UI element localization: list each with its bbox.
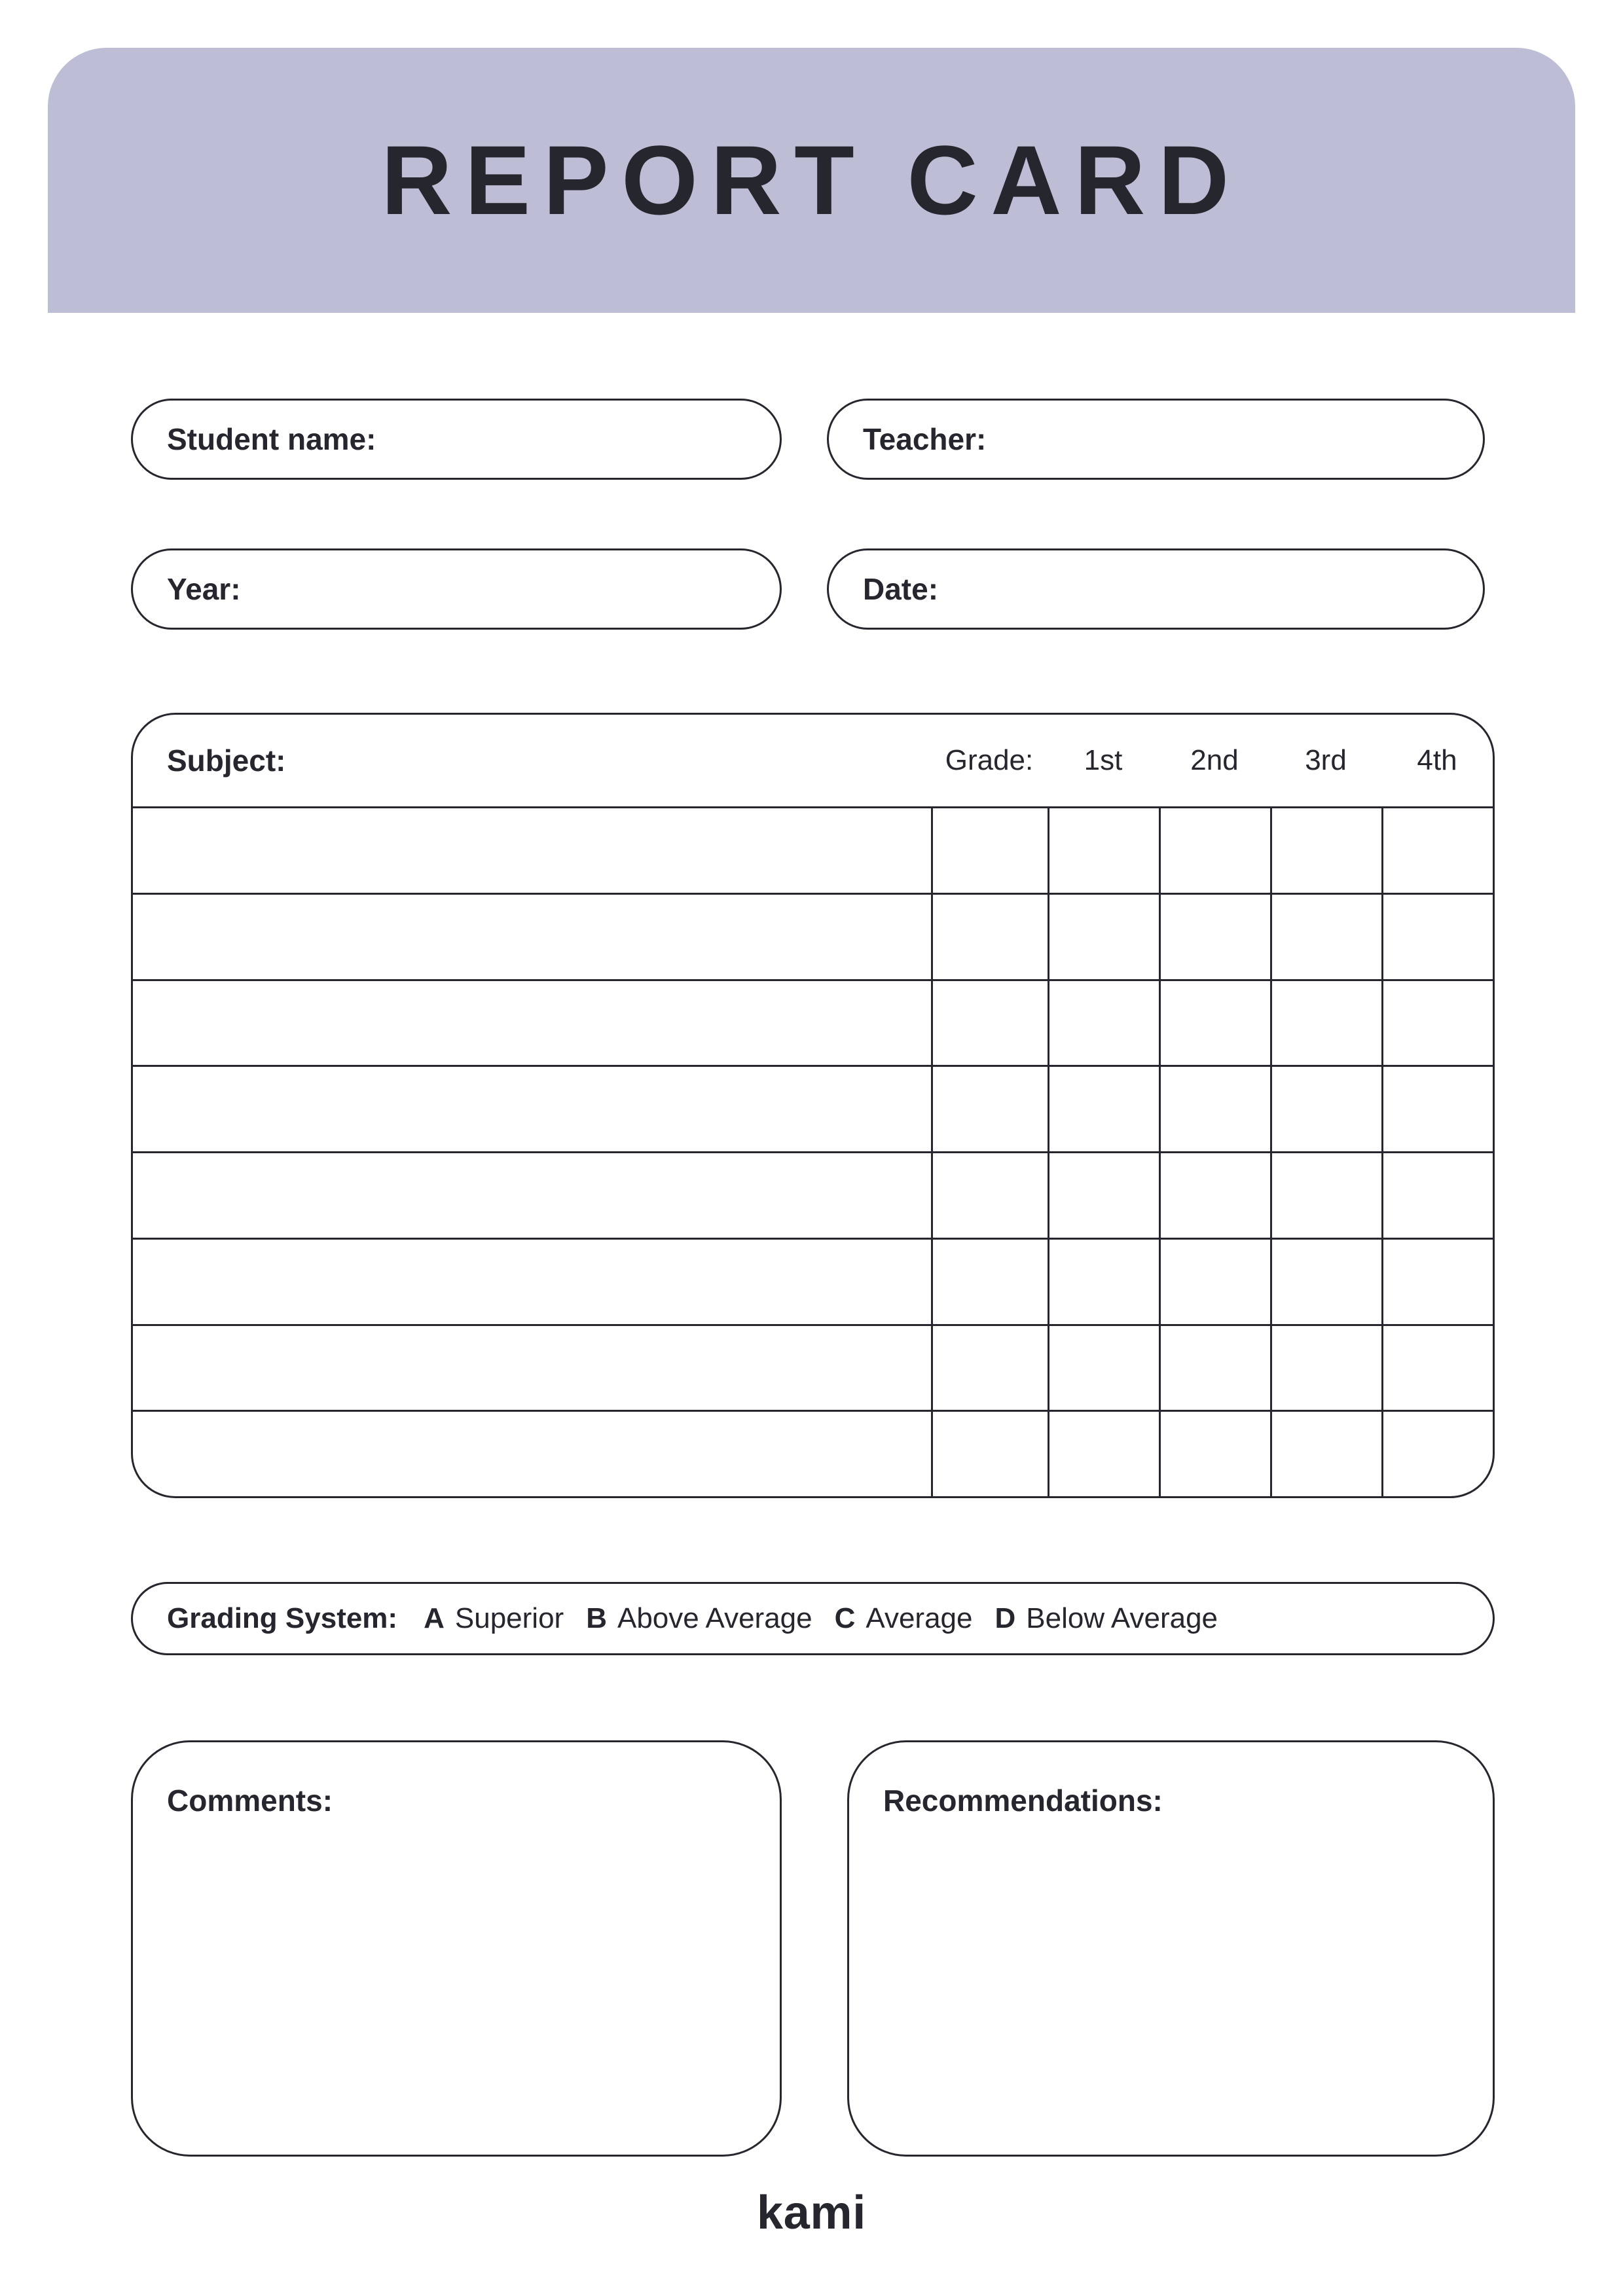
grade-letter: B [586,1602,607,1634]
period-column-header: 4th [1417,744,1457,776]
grade-input-cell[interactable] [1048,1067,1159,1151]
grade-input-cell[interactable] [1270,981,1381,1066]
grade-input-cell[interactable] [931,895,1048,979]
grade-input-cell[interactable] [1381,1240,1493,1324]
comments-box[interactable] [131,1740,782,2157]
grade-input-cell[interactable] [1270,808,1381,893]
header-band [48,48,1575,313]
score-table-header [133,715,1493,806]
grade-column-header: Grade: [945,744,1034,776]
grade-input-cell[interactable] [931,1326,1048,1410]
grade-input-cell[interactable] [1048,981,1159,1066]
grade-input-cell[interactable] [1048,808,1159,893]
grade-input-cell[interactable] [1159,1240,1270,1324]
grading-system-bar [131,1582,1495,1655]
table-row [133,979,1493,1066]
subject-column-header: Subject: [167,744,286,778]
page-title: REPORT CARD [381,125,1242,235]
grade-input-cell[interactable] [1159,981,1270,1066]
grading-item [835,1602,973,1635]
grade-input-cell[interactable] [1270,895,1381,979]
period-column-header: 1st [1084,744,1123,776]
grade-input-cell[interactable] [1270,1153,1381,1238]
grade-input-cell[interactable] [931,1240,1048,1324]
period-column-header: 2nd [1190,744,1239,776]
year-field[interactable] [131,548,782,630]
subject-input-cell[interactable] [133,1412,931,1496]
subject-input-cell[interactable] [133,1067,931,1151]
grade-description: Above Average [617,1602,812,1634]
table-row [133,1238,1493,1324]
score-table [131,713,1495,1498]
grade-input-cell[interactable] [931,1153,1048,1238]
table-row [133,1151,1493,1238]
table-row [133,1324,1493,1410]
table-row [133,1410,1493,1496]
year-label: Year: [167,572,241,606]
grade-input-cell[interactable] [1381,1067,1493,1151]
grade-input-cell[interactable] [1270,1067,1381,1151]
grading-system-label: Grading System: [167,1602,398,1634]
score-table-body [133,806,1493,1496]
table-row [133,806,1493,893]
subject-input-cell[interactable] [133,895,931,979]
grade-description: Below Average [1026,1602,1218,1634]
grade-description: Superior [454,1602,564,1634]
grade-letter: D [994,1602,1016,1634]
grade-input-cell[interactable] [1048,1412,1159,1496]
grade-input-cell[interactable] [1159,895,1270,979]
teacher-field[interactable] [827,399,1485,480]
teacher-label: Teacher: [863,422,987,456]
student-name-label: Student name: [167,422,376,456]
period-column-header: 3rd [1305,744,1347,776]
grade-input-cell[interactable] [931,808,1048,893]
subject-input-cell[interactable] [133,981,931,1066]
grade-input-cell[interactable] [931,981,1048,1066]
date-field[interactable] [827,548,1485,630]
grading-item [586,1602,812,1635]
student-name-field[interactable] [131,399,782,480]
subject-input-cell[interactable] [133,808,931,893]
grade-input-cell[interactable] [1159,1326,1270,1410]
grade-input-cell[interactable] [1159,808,1270,893]
date-label: Date: [863,572,939,606]
subject-input-cell[interactable] [133,1240,931,1324]
comments-label: Comments: [167,1784,333,1818]
grade-input-cell[interactable] [1381,1326,1493,1410]
grade-letter: C [834,1602,856,1634]
grade-input-cell[interactable] [1048,895,1159,979]
recommendations-box[interactable] [847,1740,1495,2157]
grading-item [424,1602,564,1635]
grade-input-cell[interactable] [1381,1412,1493,1496]
grade-input-cell[interactable] [1048,1240,1159,1324]
grade-input-cell[interactable] [1381,981,1493,1066]
kami-logo: kami [757,2187,866,2239]
recommendations-label: Recommendations: [883,1784,1163,1818]
grade-input-cell[interactable] [1159,1067,1270,1151]
grade-input-cell[interactable] [1381,1153,1493,1238]
grade-input-cell[interactable] [1159,1153,1270,1238]
grade-description: Average [866,1602,973,1634]
grade-input-cell[interactable] [1270,1412,1381,1496]
grade-letter: A [424,1602,445,1634]
grade-input-cell[interactable] [1270,1326,1381,1410]
grade-input-cell[interactable] [931,1067,1048,1151]
grade-input-cell[interactable] [1159,1412,1270,1496]
grade-input-cell[interactable] [1048,1326,1159,1410]
table-row [133,1065,1493,1151]
grade-input-cell[interactable] [1048,1153,1159,1238]
table-row [133,893,1493,979]
subject-input-cell[interactable] [133,1153,931,1238]
grade-input-cell[interactable] [931,1412,1048,1496]
grade-input-cell[interactable] [1381,895,1493,979]
subject-input-cell[interactable] [133,1326,931,1410]
grade-input-cell[interactable] [1381,808,1493,893]
grading-item [995,1602,1218,1635]
grade-input-cell[interactable] [1270,1240,1381,1324]
